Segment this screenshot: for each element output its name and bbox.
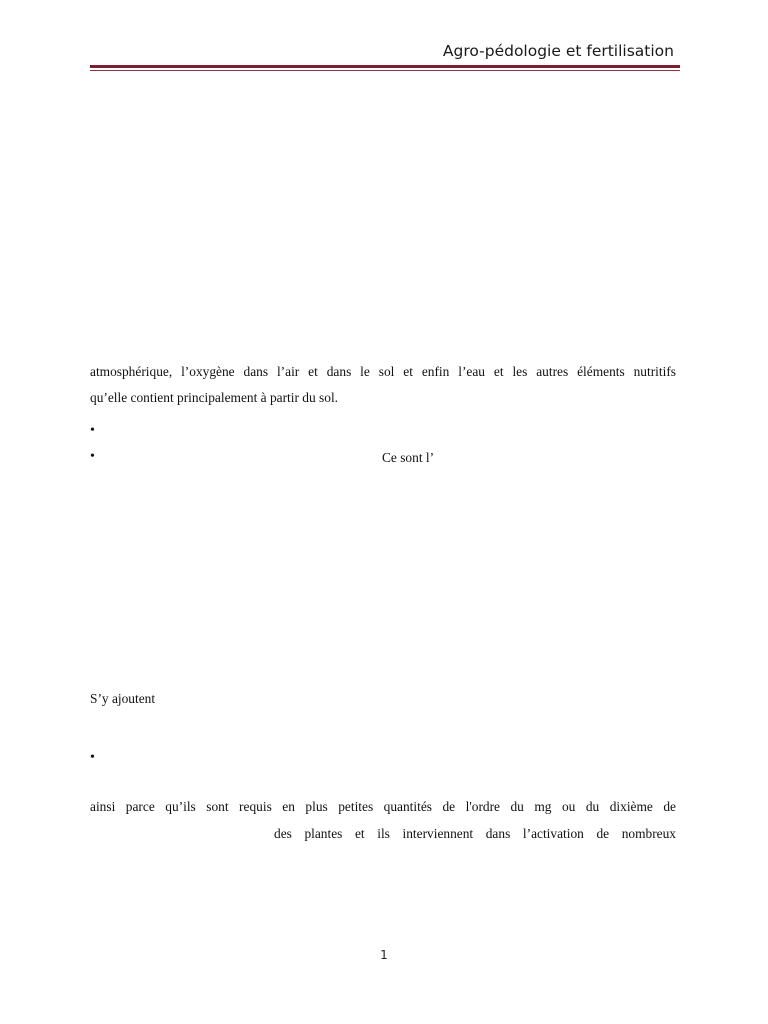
bullet-3: • — [90, 750, 95, 765]
paragraph-1-line-2: qu’elle contient principalement à partir du sol. — [90, 390, 339, 405]
page-number: 1 — [380, 948, 388, 962]
bullet-1: • — [90, 423, 95, 438]
paragraph-1-line-1: atmosphérique, l’oxygène dans l’air et dans le sol et enfin l’eau et les autres éléments nutritifs — [90, 364, 676, 379]
sy-ajoutent-line: S’y ajoutent — [90, 691, 156, 706]
header-rule — [90, 65, 680, 68]
running-header: Agro-pédologie et fertilisation — [442, 42, 674, 60]
header-rule-thin — [90, 70, 680, 71]
bullet-2: • — [90, 449, 95, 464]
bullet-2-text-fragment: Ce sont l’ — [382, 450, 435, 465]
paragraph-2-line-1: ainsi parce qu’ils sont requis en plus petites quantités de l'ordre du mg ou du dixième de — [90, 799, 676, 814]
paragraph-2-line-2-fragment: des plantes et ils interviennent dans l’activation de nombreux — [274, 826, 676, 841]
